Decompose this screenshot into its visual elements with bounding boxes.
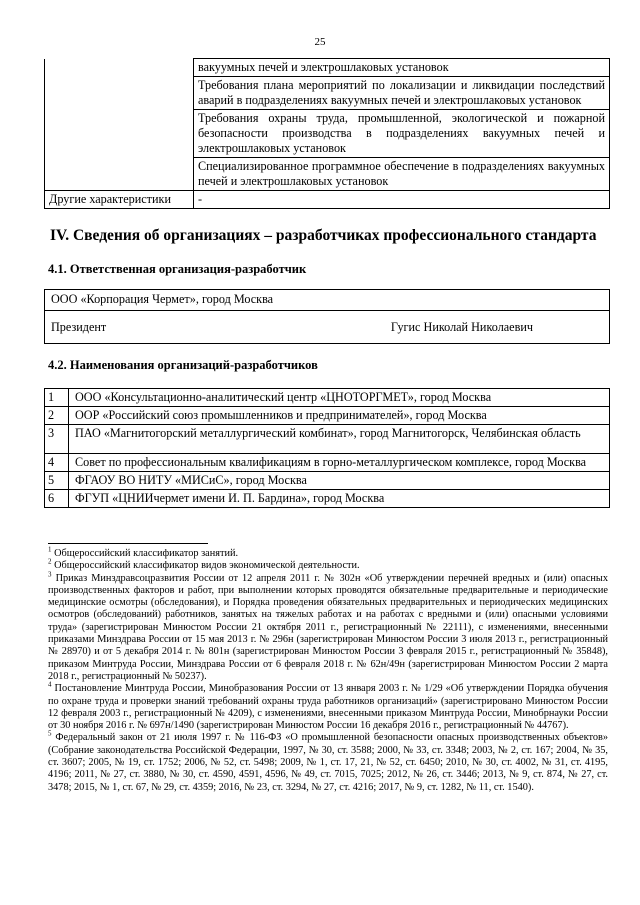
org-name: ФГАОУ ВО НИТУ «МИСиС», город Москва [69, 472, 610, 490]
footnote-text: Приказ Минздравсоцразвития России от 12 апреля 2011 г. № 302н «Об утверждении перечней вредных и (или) опасных производственных факторов и работ, при выполнении которых проводятся обязательные предварительные и периодические медицинские осмотры (обследования), и Порядка проведения обязательных предварительных и периодических медицинских осмотров (обследований) работников, занятых на тяжелых работах и на работах с вредными и (или) опасными условиями труда» (зарегистрирован Минюстом России 21 октября 2011 г., регистрационный № 22111), с изменениями, внесенными приказами Минздрава России от 15 мая 2013 г. № 296н (зарегистрирован Минюстом России 3 июля 2013 г., регистрационный № 28970) и от 5 декабря 2014 г. № 801н (зарегистрирован Минюстом России 3 февраля 2015 г., регистрационный № 35848), приказом Минтруда России, Минздрава России от 6 февраля 2018 г. № 62н/49н (зарегистрирован Минюстом России 2 марта 2018 г., регистрационный № 50237). [48, 572, 608, 682]
head-person: Гугис Николай Николаевич [390, 319, 533, 334]
footnote-mark: 2 [48, 557, 52, 566]
footnote-text: Постановление Минтруда России, Минобразования России от 13 января 2003 г. № 1/29 «Об утверждении Порядка обучения по охране труда и проверки знаний требований охраны труда работников организаций» (зарегистрировано Минюстом России 12 февраля 2003 г., регистрационный № 4209), с изменениями, внесенными приказом Минтруда России, Минобрнауки России от 30 ноября 2016 г. № 697н/1490 (зарегистрирован Минюстом России 16 декабря 2016 г., регистрационный № 44767). [48, 683, 608, 732]
table-cell-text: вакуумных печей и электрошлаковых установок [194, 59, 610, 77]
table-cell-label [45, 59, 194, 77]
footnote [48, 557, 608, 572]
footnote-text: Общероссийский классификатор занятий. [54, 548, 239, 559]
row-number: 3 [45, 425, 69, 454]
requirements-table [44, 58, 610, 209]
table-cell-label [45, 77, 194, 110]
row-number: 4 [45, 454, 69, 472]
responsible-org-table [44, 289, 610, 344]
page-number: 25 [314, 36, 326, 48]
table-cell-text: Требования охраны труда, промышленной, экологической и пожарной безопасности производства в подразделениях вакуумных печей и электрошлаковых установок [194, 110, 610, 158]
footnotes [48, 545, 608, 794]
footnote-mark: 1 [48, 545, 52, 554]
developers-table [44, 388, 610, 508]
footnote [48, 545, 608, 560]
responsible-heading: 4.1. Ответственная организация-разработчик [48, 262, 307, 276]
developers-heading: 4.2. Наименования организаций-разработчиков [48, 358, 318, 372]
footnote-text: Общероссийский классификатор видов экономической деятельности. [54, 560, 360, 572]
responsible-org: ООО «Корпорация Чермет», город Москва [45, 290, 610, 311]
footnote-divider [48, 543, 208, 544]
table-row [45, 490, 610, 508]
table-cell-text: - [194, 191, 610, 209]
table-row [45, 425, 610, 454]
table-row [45, 59, 610, 77]
footnote [48, 732, 608, 793]
org-name: ООО «Консультационно-аналитический центр «ЦНОТОРГМЕТ», город Москва [69, 389, 610, 407]
table-cell-label [45, 110, 194, 158]
table-row [45, 407, 610, 425]
table-row [45, 158, 610, 191]
table-cell-text: Требования плана мероприятий по локализации и ликвидации последствий аварий в подразделениях вакуумных печей и электрошлаковых установок [194, 77, 610, 110]
table-row [45, 311, 610, 344]
row-number: 5 [45, 472, 69, 490]
footnote-mark: 4 [48, 680, 52, 689]
table-row [45, 454, 610, 472]
table-cell-label: Другие характеристики [45, 191, 194, 209]
table-row [45, 110, 610, 158]
row-number: 2 [45, 407, 69, 425]
footnote-mark: 3 [48, 570, 52, 579]
org-name: Совет по профессиональным квалификациям в горно-металлургическом комплексе, город Москва [69, 454, 610, 472]
row-number: 1 [45, 389, 69, 407]
responsible-head-cell [45, 311, 610, 344]
org-name: ООР «Российский союз промышленников и предпринимателей», город Москва [69, 407, 610, 425]
row-number: 6 [45, 490, 69, 508]
footnote-text: Федеральный закон от 21 июля 1997 г. № 116-ФЗ «О промышленной безопасности опасных производственных объектов» (Собрание законодательства Российской Федерации, 1997, № 30, ст. 3588; 2000, № 33, ст. 3348; 2003, № 2, ст. 167; 2004, № 35, ст. 3607; 2005, № 19, ст. 1752; 2006, № 52, ст. 5498; 2009, № 1, ст. 17, 21, № 52, ст. 6450; 2010, № 30, ст. 4002, № 31, ст. 4195, 4196; 2011, № 27, ст. 3880, № 30, ст. 4590, 4591, 4596, № 49, ст. 7015, 7025; 2012, № 26, ст. 3446; 2013, № 9, ст. 874, № 27, ст. 3478; 2015, № 1, ст. 67, № 29, ст. 4359; 2016, № 23, ст. 3294, № 27, ст. 4216; 2017, № 9, ст. 1282, № 11, ст. 1540). [48, 732, 608, 793]
table-cell-text: Специализированное программное обеспечение в подразделениях вакуумных печей и электрошлаковых установок [194, 158, 610, 191]
table-row [45, 77, 610, 110]
table-row [45, 191, 610, 209]
table-row [45, 290, 610, 311]
head-position: Президент [51, 319, 107, 334]
section-title: IV. Сведения об организациях – разработчиках профессионального стандарта [50, 227, 597, 244]
table-row [45, 472, 610, 490]
org-name: ПАО «Магнитогорский металлургический комбинат», город Магнитогорск, Челябинская область [69, 425, 610, 454]
table-row [45, 389, 610, 407]
footnote [48, 680, 608, 732]
footnote-mark: 5 [48, 730, 52, 739]
table-cell-label [45, 158, 194, 191]
org-name: ФГУП «ЦНИИчермет имени И. П. Бардина», город Москва [69, 490, 610, 508]
footnote [48, 570, 608, 684]
